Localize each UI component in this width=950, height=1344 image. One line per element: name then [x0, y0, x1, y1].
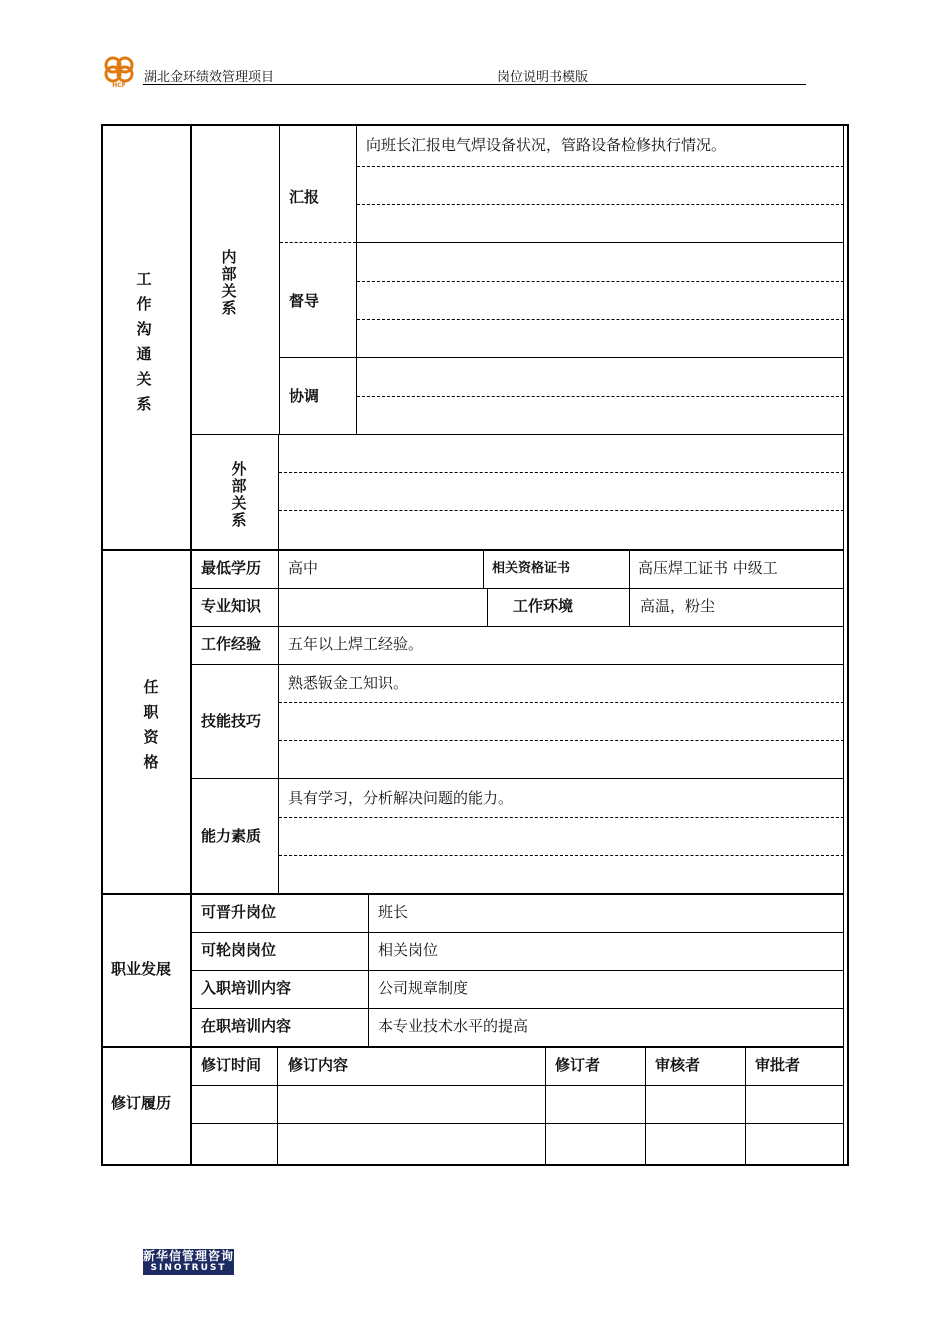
col-revision-time: 修订时间	[201, 1056, 262, 1074]
label-coordinate: 协调	[289, 387, 320, 405]
label-certificate: 相关资格证书	[492, 561, 571, 576]
value-promotion: 班长	[378, 903, 409, 921]
label-rotation: 可轮岗岗位	[201, 941, 277, 959]
value-inservice-training: 本专业技术水平的提高	[378, 1017, 529, 1035]
sinotrust-logo-en: SINOTRUST	[150, 1263, 227, 1273]
label-onboarding-training: 入职培训内容	[201, 979, 292, 997]
value-rotation: 相关岗位	[378, 941, 439, 959]
label-inservice-training: 在职培训内容	[201, 1017, 292, 1035]
value-min-education: 高中	[288, 559, 319, 577]
label-work-environment: 工作环境	[513, 597, 574, 615]
sinotrust-logo-cn: 新华信管理咨询	[143, 1249, 235, 1263]
value-report: 向班长汇报电气焊设备状况，管路设备检修执行情况。	[366, 136, 727, 154]
value-work-environment: 高温，粉尘	[640, 597, 716, 615]
label-professional-knowledge: 专业知识	[201, 597, 262, 615]
section-revision-history: 修订履历	[111, 1094, 172, 1112]
value-skills: 熟悉钣金工知识。	[288, 674, 409, 692]
label-skills: 技能技巧	[201, 712, 262, 730]
col-reviewer: 审核者	[655, 1056, 701, 1074]
sinotrust-logo	[143, 1249, 234, 1275]
header-doc-title: 岗位说明书模版	[497, 70, 589, 85]
section-qualification: 任职资格	[143, 678, 159, 771]
col-approver: 审批者	[755, 1056, 801, 1074]
label-internal-relations: 内部关系	[221, 248, 237, 317]
header-project: 湖北金环绩效管理项目	[144, 70, 275, 85]
label-work-experience: 工作经验	[201, 635, 262, 653]
col-revision-content: 修订内容	[288, 1056, 349, 1074]
value-certificate: 高压焊工证书 中级工	[638, 559, 778, 577]
label-promotion: 可晋升岗位	[201, 903, 277, 921]
section-communication: 工作沟通关系	[136, 270, 152, 413]
value-work-experience: 五年以上焊工经验。	[288, 635, 424, 653]
value-ability: 具有学习，分析解决问题的能力。	[288, 789, 514, 807]
value-onboarding-training: 公司规章制度	[378, 979, 469, 997]
label-ability: 能力素质	[201, 827, 262, 845]
svg-text:HCF: HCF	[112, 82, 126, 88]
label-min-education: 最低学历	[201, 559, 262, 577]
col-reviser: 修订者	[555, 1056, 601, 1074]
label-external-relations: 外部关系	[231, 460, 247, 529]
label-supervise: 督导	[289, 292, 320, 310]
section-career: 职业发展	[111, 960, 172, 978]
label-report: 汇报	[289, 188, 320, 206]
